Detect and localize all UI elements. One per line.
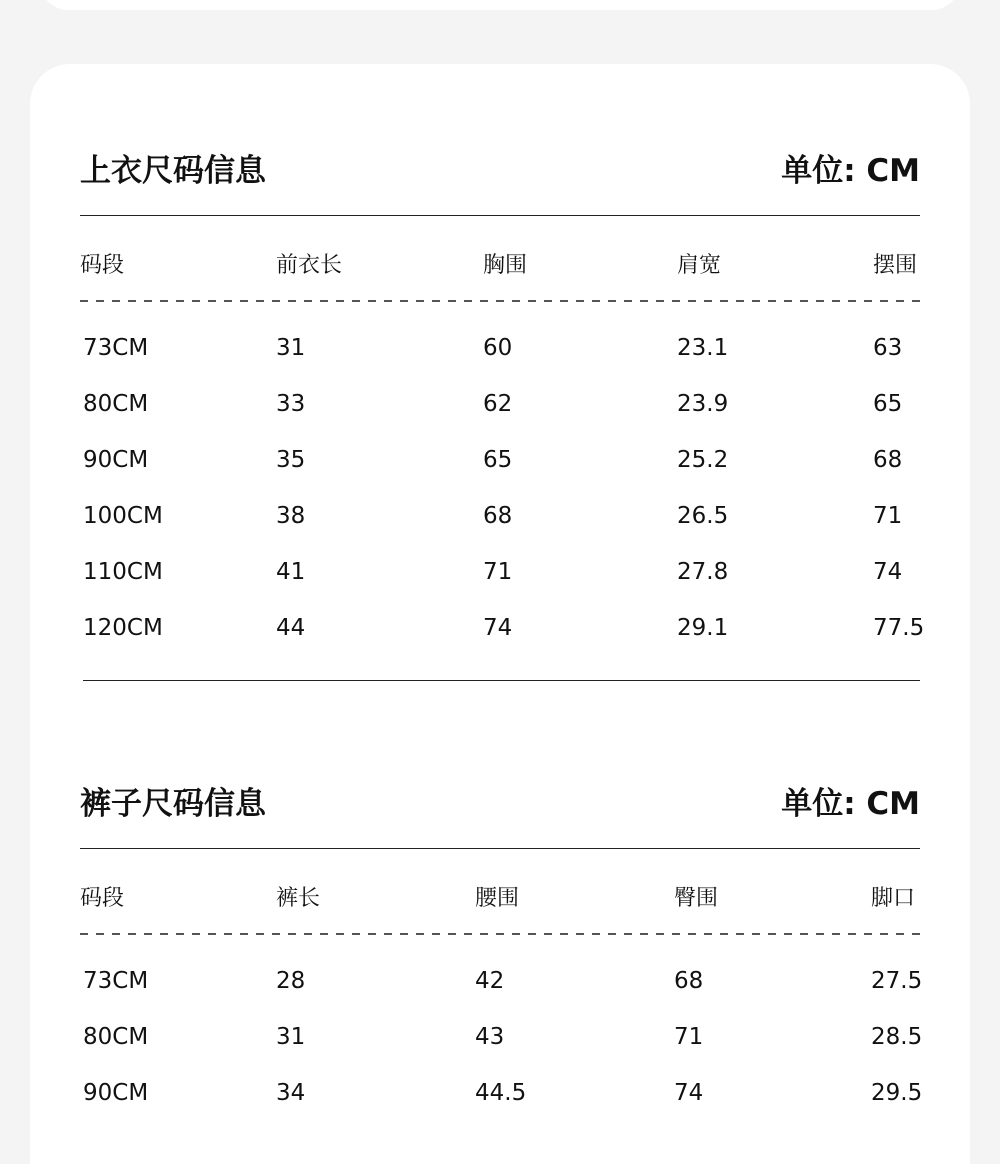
tops-header-row — [80, 250, 920, 282]
table-cell: 26.5 — [677, 503, 729, 529]
pants-header-dashed-divider — [80, 933, 922, 935]
table-cell: 44 — [276, 615, 306, 641]
table-row — [80, 965, 923, 997]
table-row — [80, 612, 925, 644]
table-cell: 28 — [276, 968, 306, 994]
table-cell: 65 — [483, 447, 513, 473]
size-chart-card — [30, 64, 970, 1164]
table-cell: 41 — [276, 559, 306, 585]
table-cell: 27.8 — [677, 559, 729, 585]
tops-header-size: 码段 — [80, 253, 125, 278]
table-cell: 90CM — [83, 1080, 149, 1106]
pants-header-leg-opening: 脚口 — [871, 886, 916, 911]
table-cell: 73CM — [83, 335, 149, 361]
table-cell: 80CM — [83, 1024, 149, 1050]
table-cell: 71 — [873, 503, 903, 529]
table-row — [80, 556, 920, 588]
table-cell: 31 — [276, 1024, 306, 1050]
table-cell: 68 — [674, 968, 704, 994]
table-row — [80, 500, 920, 532]
table-cell: 28.5 — [871, 1024, 923, 1050]
pants-header-length: 裤长 — [276, 886, 321, 911]
table-cell: 110CM — [83, 559, 163, 585]
table-cell: 29.1 — [677, 615, 729, 641]
pants-header-row — [80, 883, 920, 915]
table-cell: 73CM — [83, 968, 149, 994]
table-row — [80, 388, 920, 420]
table-cell: 25.2 — [677, 447, 729, 473]
table-cell: 62 — [483, 391, 513, 417]
table-cell: 63 — [873, 335, 903, 361]
table-cell: 44.5 — [475, 1080, 527, 1106]
tops-unit-label: 单位: CM — [781, 153, 920, 189]
table-cell: 34 — [276, 1080, 306, 1106]
table-cell: 77.5 — [873, 615, 925, 641]
table-cell: 68 — [483, 503, 513, 529]
table-cell: 31 — [276, 335, 306, 361]
previous-card — [40, 0, 960, 10]
table-cell: 68 — [873, 447, 903, 473]
table-row — [80, 444, 920, 476]
pants-unit-label: 单位: CM — [781, 786, 920, 822]
tops-section-title: 上衣尺码信息 — [80, 153, 266, 189]
table-row — [80, 1077, 923, 1109]
table-cell: 120CM — [83, 615, 163, 641]
table-cell: 71 — [674, 1024, 704, 1050]
table-cell: 74 — [873, 559, 903, 585]
table-cell: 42 — [475, 968, 505, 994]
table-cell: 90CM — [83, 447, 149, 473]
table-cell: 60 — [483, 335, 513, 361]
table-cell: 38 — [276, 503, 306, 529]
table-cell: 74 — [483, 615, 513, 641]
table-cell: 23.1 — [677, 335, 729, 361]
table-cell: 29.5 — [871, 1080, 923, 1106]
pants-header-size: 码段 — [80, 886, 125, 911]
pants-header-waist: 腰围 — [475, 886, 520, 911]
tops-header-length: 前衣长 — [276, 253, 343, 278]
table-cell: 23.9 — [677, 391, 729, 417]
table-cell: 43 — [475, 1024, 505, 1050]
tops-table-bottom-divider — [83, 680, 920, 681]
table-cell: 27.5 — [871, 968, 923, 994]
table-cell: 71 — [483, 559, 513, 585]
tops-header-dashed-divider — [80, 300, 922, 302]
table-row — [80, 1021, 923, 1053]
table-cell: 74 — [674, 1080, 704, 1106]
tops-header-chest: 胸围 — [483, 253, 528, 278]
table-cell: 80CM — [83, 391, 149, 417]
pants-title-divider — [80, 848, 920, 849]
pants-header-hip: 臀围 — [674, 886, 719, 911]
table-cell: 33 — [276, 391, 306, 417]
table-row — [80, 332, 920, 364]
table-cell: 35 — [276, 447, 306, 473]
tops-header-shoulder: 肩宽 — [677, 253, 722, 278]
table-cell: 65 — [873, 391, 903, 417]
table-cell: 100CM — [83, 503, 163, 529]
tops-header-hem: 摆围 — [873, 253, 918, 278]
tops-title-divider — [80, 215, 920, 216]
pants-section-title: 裤子尺码信息 — [80, 786, 266, 822]
